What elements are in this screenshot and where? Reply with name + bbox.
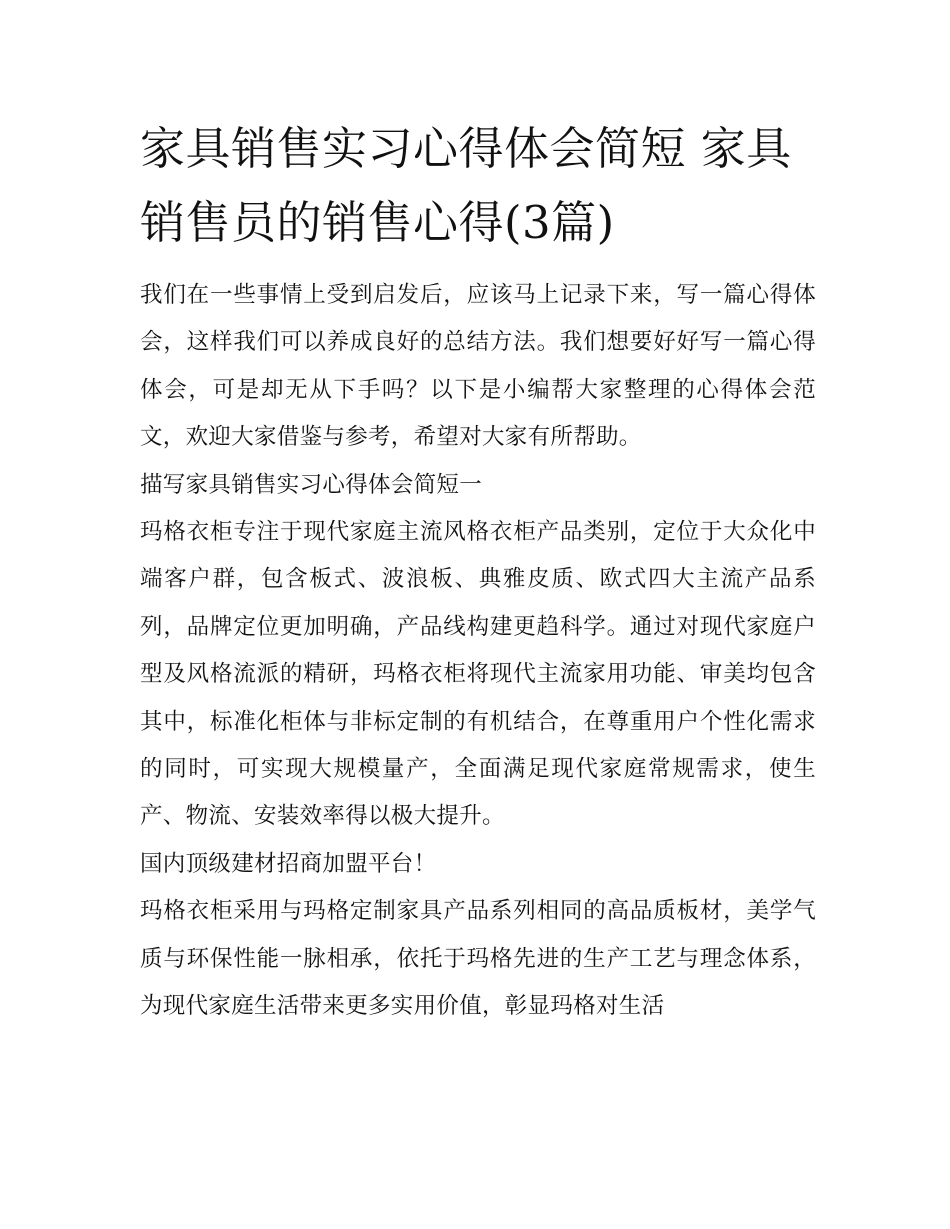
document-body (140, 272, 816, 1031)
body-paragraph: 玛格衣柜采用与玛格定制家具产品系列相同的高品质板材，美学气质与环保性能一脉相承，依托于玛格先进的生产工艺与理念体系，为现代家庭生活带来更多实用价值，彰显玛格对生活 (140, 898, 816, 1020)
document-page (140, 112, 816, 1031)
section-heading: 描写家具销售实习心得体会简短一 (140, 471, 483, 498)
body-paragraph: 玛格衣柜专注于现代家庭主流风格衣柜产品类别，定位于大众化中端客户群，包含板式、波浪板、典雅皮质、欧式四大主流产品系列，品牌定位更加明确，产品线构建更趋科学。通过对现代家庭户型及风格流派的精研，玛格衣柜将现代主流家用功能、审美均包含其中，标准化柜体与非标定制的有机结合，在尊重用户个性化需求的同时，可实现大规模量产，全面满足现代家庭常规需求，使生产、物流、安装效率得以极大提升。 (140, 519, 816, 830)
promo-line: 国内顶级建材招商加盟平台！ (140, 850, 437, 877)
document-title: 家具销售实习心得体会简短 家具销售员的销售心得(3篇) (140, 122, 792, 249)
intro-paragraph: 我们在一些事情上受到启发后，应该马上记录下来，写一篇心得体会，这样我们可以养成良好的总结方法。我们想要好好写一篇心得体会，可是却无从下手吗？以下是小编帮大家整理的心得体会范文，欢迎大家借鉴与参考，希望对大家有所帮助。 (140, 282, 816, 451)
